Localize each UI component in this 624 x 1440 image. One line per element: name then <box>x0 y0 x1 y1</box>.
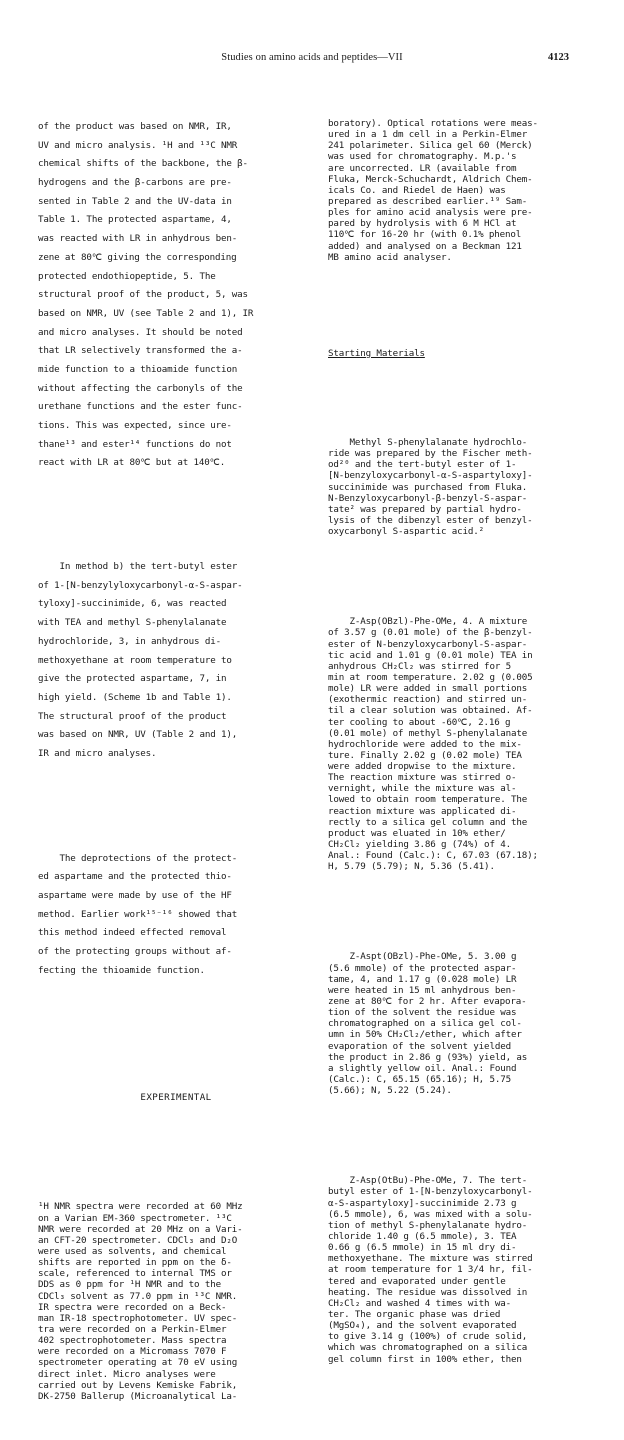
text-line: IR and micro analyses. <box>38 747 157 759</box>
text-line: ples for amino acid analysis were pre- <box>328 207 533 219</box>
text-line: of the protecting groups without af- <box>38 946 232 958</box>
text-line: Fluka, Merck-Schuchardt, Aldrich Chem- <box>328 173 533 185</box>
text-line: was based on NMR, UV (Table 2 and 1), <box>38 729 238 741</box>
text-line: are uncorrected. LR (available from <box>328 162 517 174</box>
text-line: was used for chromatography. M.p.'s <box>328 151 517 163</box>
text-line: Methyl S-phenylalanate hydrochlo- <box>328 436 528 448</box>
text-line: added) and analysed on a Beckman 121 <box>328 240 522 252</box>
text-line: zene at 80℃ for 2 hr. After evapora- <box>328 996 527 1008</box>
text-line: spectrometer operating at 70 eV using <box>38 1357 238 1369</box>
text-line: without affecting the carbonyls of the <box>38 382 243 394</box>
subheading-starting-materials: Starting Materials <box>328 347 425 359</box>
text-line: this method indeed effected removal <box>38 927 227 939</box>
text-line: ter cooling to about -60℃, 2.16 g <box>328 716 511 728</box>
text-line: ride was prepared by the Fischer meth- <box>328 448 533 460</box>
right-column <box>328 80 590 1403</box>
text-line: carried out by Levens Kemiske Fabrik, <box>38 1379 238 1391</box>
text-line: succinimide was purchased from Fluka. <box>328 481 528 493</box>
left-column <box>38 80 314 1440</box>
text-line: lowed to obtain room temperature. The <box>328 794 528 806</box>
text-line: ture. Finally 2.02 g (0.02 mole) TEA <box>328 749 522 761</box>
text-line: prepared as described earlier.¹⁹ Sam- <box>328 195 528 207</box>
text-line: 241 polarimeter. Silica gel 60 (Merck) <box>328 140 533 152</box>
text-line: MB amino acid analyser. <box>328 251 452 263</box>
text-line: The reaction mixture was stirred o- <box>328 772 517 784</box>
text-line: methoxyethane at room temperature to <box>38 654 232 666</box>
text-line: N-Benzyloxycarbonyl-β-benzyl-S-aspar- <box>328 492 528 504</box>
text-line: ed aspartame and the protected thio- <box>38 871 232 883</box>
text-line: give the protected aspartame, 7, in <box>38 673 227 685</box>
text-line: boratory). Optical rotations were meas- <box>328 118 538 129</box>
text-line: direct inlet. Micro analyses were <box>38 1368 216 1380</box>
text-line: α-S-aspartyloxy]-succinimide 2.73 g <box>328 1197 517 1209</box>
text-line: aspartame were made by use of the HF <box>38 890 232 901</box>
paragraph-general-methods <box>328 118 590 263</box>
text-line: were recorded on a Micromass 7070 F <box>38 1346 227 1358</box>
page-number: 4123 <box>548 52 569 63</box>
text-line: (MgSO₄), and the solvent evaporated <box>328 1320 517 1332</box>
text-line: tic acid and 1.01 g (0.01 mole) TEA in <box>328 649 533 661</box>
text-line: tyloxy]-succinimide, 6, was reacted <box>38 598 227 610</box>
paragraph-compound-4 <box>328 616 590 872</box>
text-line: an CFT-20 spectrometer. CDCl₃ and D₂O <box>38 1234 238 1246</box>
text-line: CH₂Cl₂ and washed 4 times with wa- <box>328 1297 511 1309</box>
text-line: ured in a 1 dm cell in a Perkin-Elmer <box>328 129 528 141</box>
text-line: of 3.57 g (0.01 mole) of the β-benzyl- <box>328 627 533 639</box>
paragraph-compound-7 <box>328 1175 590 1364</box>
text-line: icals Co. and Riedel de Haen) was <box>328 184 506 196</box>
text-line: umn in 50% CH₂Cl₂/ether, which after <box>328 1029 522 1041</box>
text-line: DDS as 0 ppm for ¹H NMR and to the <box>38 1279 221 1291</box>
text-line: (5.66); N, 5.22 (5.24). <box>328 1085 452 1097</box>
text-line: at room temperature for 1 3/4 hr, fil- <box>328 1264 533 1276</box>
text-line: Z-Aspt(OBzl)-Phe-OMe, 5. 3.00 g <box>328 951 517 963</box>
text-line: man IR-18 spectrophotometer. UV spec- <box>38 1312 238 1324</box>
text-line: [N-benzyloxycarbonyl-α-S-aspartyloxy]- <box>328 470 533 482</box>
text-line: til a clear solution was obtained. Af- <box>328 705 533 717</box>
section-heading-experimental: EXPERIMENTAL <box>140 1092 212 1104</box>
text-line: vernight, while the mixture was al- <box>328 783 517 795</box>
paragraph-experimental <box>38 1201 314 1402</box>
text-line: 402 spectrophotometer. Mass spectra <box>38 1335 227 1347</box>
text-line: were heated in 15 ml anhydrous ben- <box>328 984 517 996</box>
text-line: method. Earlier work¹⁵⁻¹⁶ showed that <box>38 908 238 920</box>
text-line: butyl ester of 1-[N-benzyloxycarbonyl- <box>328 1186 533 1198</box>
text-line: with TEA and methyl S-phenylalanate <box>38 617 227 629</box>
text-line: on a Varian EM-360 spectrometer. ¹³C <box>38 1212 232 1224</box>
text-line: to give 3.14 g (100%) of crude solid, <box>328 1331 528 1343</box>
paragraph-results <box>38 118 314 473</box>
text-line: mide function to a thioamide function <box>38 363 238 375</box>
text-line: tions. This was expected, since ure- <box>38 420 232 431</box>
text-line: 110℃ for 16-20 hr (with 0.1% phenol <box>328 229 522 241</box>
text-line: based on NMR, UV (see Table 2 and 1), IR <box>38 307 254 319</box>
text-line: the product in 2.86 g (93%) yield, as <box>328 1051 528 1063</box>
text-line: UV and micro analysis. ¹H and ¹³C NMR <box>38 139 238 151</box>
text-line: Z-Asp(OBzl)-Phe-OMe, 4. A mixture <box>328 616 528 628</box>
text-line: that LR selectively transformed the a- <box>38 345 243 357</box>
text-line: mole) LR were added in small portions <box>328 683 528 695</box>
text-line: pared by hydrolysis with 6 M HCl at <box>328 218 517 230</box>
running-header <box>0 52 624 68</box>
text-line: scale, referenced to internal TMS or <box>38 1268 232 1280</box>
text-line: tate² was prepared by partial hydro- <box>328 503 522 515</box>
text-line: a slightly yellow oil. Anal.: Found <box>328 1062 517 1074</box>
text-line: of the product was based on NMR, IR, <box>38 121 232 132</box>
text-line: reaction mixture was applicated di- <box>328 805 517 817</box>
text-line: CH₂Cl₂ yielding 3.86 g (74%) of 4. <box>328 839 511 851</box>
text-line: chemical shifts of the backbone, the β- <box>38 158 248 170</box>
text-line: was reacted with LR in anhydrous ben- <box>38 233 238 245</box>
text-line: CDCl₃ solvent as 77.0 ppm in ¹³C NMR. <box>38 1290 238 1302</box>
text-line: hydrochloride, 3, in anhydrous di- <box>38 635 221 647</box>
text-line: tion of methyl S-phenylalanate hydro- <box>328 1219 528 1231</box>
text-line: sented in Table 2 and the UV-data in <box>38 195 232 207</box>
text-line: lysis of the dibenzyl ester of benzyl- <box>328 514 533 526</box>
text-line: hydrogens and the β-carbons are pre- <box>38 177 232 189</box>
text-line: structural proof of the product, 5, was <box>38 289 248 301</box>
text-line: ¹H NMR spectra were recorded at 60 MHz <box>38 1201 243 1213</box>
text-line: protected endothiopeptide, 5. The <box>38 270 216 282</box>
text-line: react with LR at 80℃ but at 140℃. <box>38 457 226 469</box>
text-line: which was chromatographed on a silica <box>328 1342 528 1354</box>
text-line: zene at 80℃ giving the corresponding <box>38 251 237 263</box>
text-line: Table 1. The protected aspartame, 4, <box>38 214 232 226</box>
text-line: rectly to a silica gel column and the <box>328 816 528 828</box>
paragraph-method-b <box>38 558 314 764</box>
text-line: IR spectra were recorded on a Beck- <box>38 1301 227 1313</box>
paragraph-deprotection <box>38 850 314 981</box>
text-line: shifts are reported in ppm on the δ- <box>38 1257 232 1269</box>
text-line: min at room temperature. 2.02 g (0.005 <box>328 671 533 683</box>
text-line: of 1-[N-benzylyloxycarbonyl-α-S-aspar- <box>38 579 243 591</box>
text-line: (5.6 mmole) of the protected aspar- <box>328 962 517 974</box>
text-line: 0.66 g (6.5 mmole) in 15 ml dry di- <box>328 1242 517 1254</box>
text-line: oxycarbonyl S-aspartic acid.² <box>328 526 485 538</box>
text-line: In method b) the tert-butyl ester <box>38 561 238 573</box>
text-line: were used as solvents, and chemical <box>38 1246 227 1257</box>
text-line: methoxyethane. The mixture was stirred <box>328 1253 533 1265</box>
text-line: and micro analyses. It should be noted <box>38 326 243 338</box>
text-line: The deprotections of the protect- <box>38 852 238 864</box>
text-line: Z-Asp(OtBu)-Phe-OMe, 7. The tert- <box>328 1175 528 1187</box>
text-line: gel column first in 100% ether, then <box>328 1353 522 1365</box>
text-line: product was eluated in 10% ether/ <box>328 827 506 839</box>
text-line: od²⁰ and the tert-butyl ester of 1- <box>328 459 517 471</box>
text-line: (6.5 mmole), 6, was mixed with a solu- <box>328 1208 533 1220</box>
text-line: (exothermic reaction) and stirred un- <box>328 694 528 706</box>
text-line: thane¹³ and ester¹⁴ functions do not <box>38 438 232 450</box>
text-line: high yield. (Scheme 1b and Table 1). <box>38 691 232 703</box>
text-line: ester of N-benzyloxycarbonyl-S-aspar- <box>328 638 528 650</box>
text-line: tered and evaporated under gentle <box>328 1275 506 1287</box>
text-line: chromatographed on a silica gel col- <box>328 1018 522 1030</box>
text-line: tra were recorded on a Perkin-Elmer <box>38 1323 227 1335</box>
text-line: were added dropwise to the mixture. <box>328 761 517 773</box>
text-line: ter. The organic phase was dried <box>328 1308 501 1320</box>
text-line: hydrochloride were added to the mix- <box>328 738 522 750</box>
text-line: fecting the thioamide function. <box>38 964 205 976</box>
text-line: tame, 4, and 1.17 g (0.028 mole) LR <box>328 973 517 985</box>
text-line: chloride 1.40 g (6.5 mmole), 3. TEA <box>328 1231 517 1242</box>
paragraph-starting-materials <box>328 437 590 537</box>
text-line: (0.01 mole) of methyl S-phenylalanate <box>328 727 528 739</box>
text-line: urethane functions and the ester func- <box>38 401 243 413</box>
text-line: anhydrous CH₂Cl₂ was stirred for 5 <box>328 660 511 672</box>
text-line: evaporation of the solvent yielded <box>328 1040 511 1052</box>
text-line: heating. The residue was dissolved in <box>328 1286 528 1298</box>
running-title: Studies on amino acids and peptides—VII <box>221 52 403 63</box>
text-line: NMR were recorded at 20 MHz on a Vari- <box>38 1223 243 1235</box>
text-line: (Calc.): C, 65.15 (65.16); H, 5.75 <box>328 1074 511 1086</box>
text-line: tion of the solvent the residue was <box>328 1007 517 1019</box>
text-line: The structural proof of the product <box>38 710 227 722</box>
text-line: Anal.: Found (Calc.): C, 67.03 (67.18); <box>328 850 538 862</box>
paragraph-compound-5 <box>328 951 590 1096</box>
text-line: DK-2750 Ballerup (Microanalytical La- <box>38 1390 238 1402</box>
text-line: H, 5.79 (5.79); N, 5.36 (5.41). <box>328 861 495 873</box>
